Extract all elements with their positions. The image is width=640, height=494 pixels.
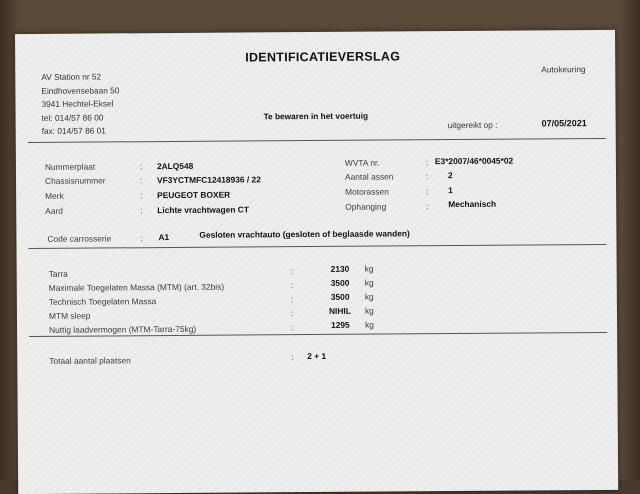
- plate-label: Nummerplaat: [44, 161, 96, 172]
- document-title: IDENTIFICATIEVERSLAG: [245, 49, 401, 65]
- colon: :: [426, 201, 429, 212]
- issued-label: uitgereikt op :: [447, 119, 498, 131]
- mass-label: MTM sleep: [48, 310, 91, 321]
- colon: :: [140, 190, 143, 201]
- divider: [29, 244, 607, 249]
- axles-value: 2: [447, 170, 453, 181]
- mass-value: 1295: [331, 319, 350, 330]
- mass-label: Tarra: [48, 268, 68, 279]
- suspension-label: Ophanging: [345, 201, 387, 212]
- make-label: Merk: [45, 190, 64, 201]
- axles-label: Aantal assen: [344, 171, 394, 182]
- address-line: Eindhovensebaan 50: [41, 84, 120, 96]
- mass-label: Technisch Toegelaten Massa: [48, 296, 157, 307]
- driven-axles-label: Motorassen: [345, 186, 389, 197]
- colon: :: [139, 161, 143, 172]
- mass-value: NIHIL: [328, 305, 351, 316]
- body-code-label: Code carrosserie: [47, 233, 112, 244]
- divider: [28, 138, 606, 143]
- mass-label: Maximale Toegelaten Massa (MTM) (art. 32bis): [48, 281, 225, 293]
- mass-unit: kg: [365, 319, 374, 330]
- address-line: tel: 014/57 86 00: [41, 112, 104, 123]
- mass-value: 3500: [330, 277, 350, 288]
- seats-value: 2 + 1: [307, 350, 327, 362]
- chassis-label: Chassisnummer: [44, 175, 106, 186]
- seats-label: Totaal aantal plaatsen: [49, 355, 131, 366]
- document-sheet: [15, 30, 618, 494]
- issued-date: 07/05/2021: [541, 118, 587, 129]
- colon: :: [140, 233, 143, 244]
- address-line: fax: 014/57 86 01: [41, 125, 106, 137]
- make-value: PEUGEOT BOXER: [157, 189, 231, 201]
- colon: :: [425, 157, 429, 168]
- mass-value: 2130: [330, 263, 350, 274]
- colon: :: [425, 171, 429, 182]
- type-label: Aard: [45, 205, 63, 216]
- keep-in-vehicle-notice: Te bewaren in het voertuig: [263, 110, 369, 122]
- address-line: AV Station nr 52: [41, 71, 102, 82]
- issuer-address: [41, 70, 119, 139]
- colon: :: [290, 280, 294, 291]
- mass-unit: kg: [364, 263, 374, 274]
- mass-label: Nuttig laadvermogen (MTM-Tarra-75kg): [49, 323, 197, 335]
- issuer-org: Autokeuring: [541, 64, 586, 75]
- mass-value: 3500: [330, 291, 350, 302]
- body-description: Gesloten vrachtauto (gesloten of beglaasde wanden): [199, 228, 410, 240]
- wvta-value: E3*2007/46*0045*02: [434, 155, 514, 167]
- mass-unit: kg: [364, 277, 374, 288]
- mass-unit: kg: [364, 305, 374, 316]
- body-code-value: A1: [158, 232, 170, 243]
- wvta-label: WVTA nr.: [344, 157, 380, 168]
- driven-axles-value: 1: [448, 185, 453, 196]
- colon: :: [290, 266, 294, 277]
- type-value: Lichte vrachtwagen CT: [157, 204, 249, 216]
- suspension-value: Mechanisch: [448, 198, 497, 210]
- plate-value: 2ALQ548: [156, 160, 194, 172]
- colon: :: [290, 308, 294, 319]
- colon: :: [140, 205, 143, 216]
- colon: :: [291, 322, 294, 333]
- colon: :: [139, 175, 143, 186]
- colon: :: [290, 294, 294, 305]
- address-line: 3941 Hechtel-Eksel: [41, 98, 114, 110]
- colon: :: [291, 352, 294, 363]
- mass-unit: kg: [364, 291, 374, 302]
- colon: :: [426, 186, 429, 197]
- chassis-value: VF3YCTMFC12418936 / 22: [156, 174, 261, 186]
